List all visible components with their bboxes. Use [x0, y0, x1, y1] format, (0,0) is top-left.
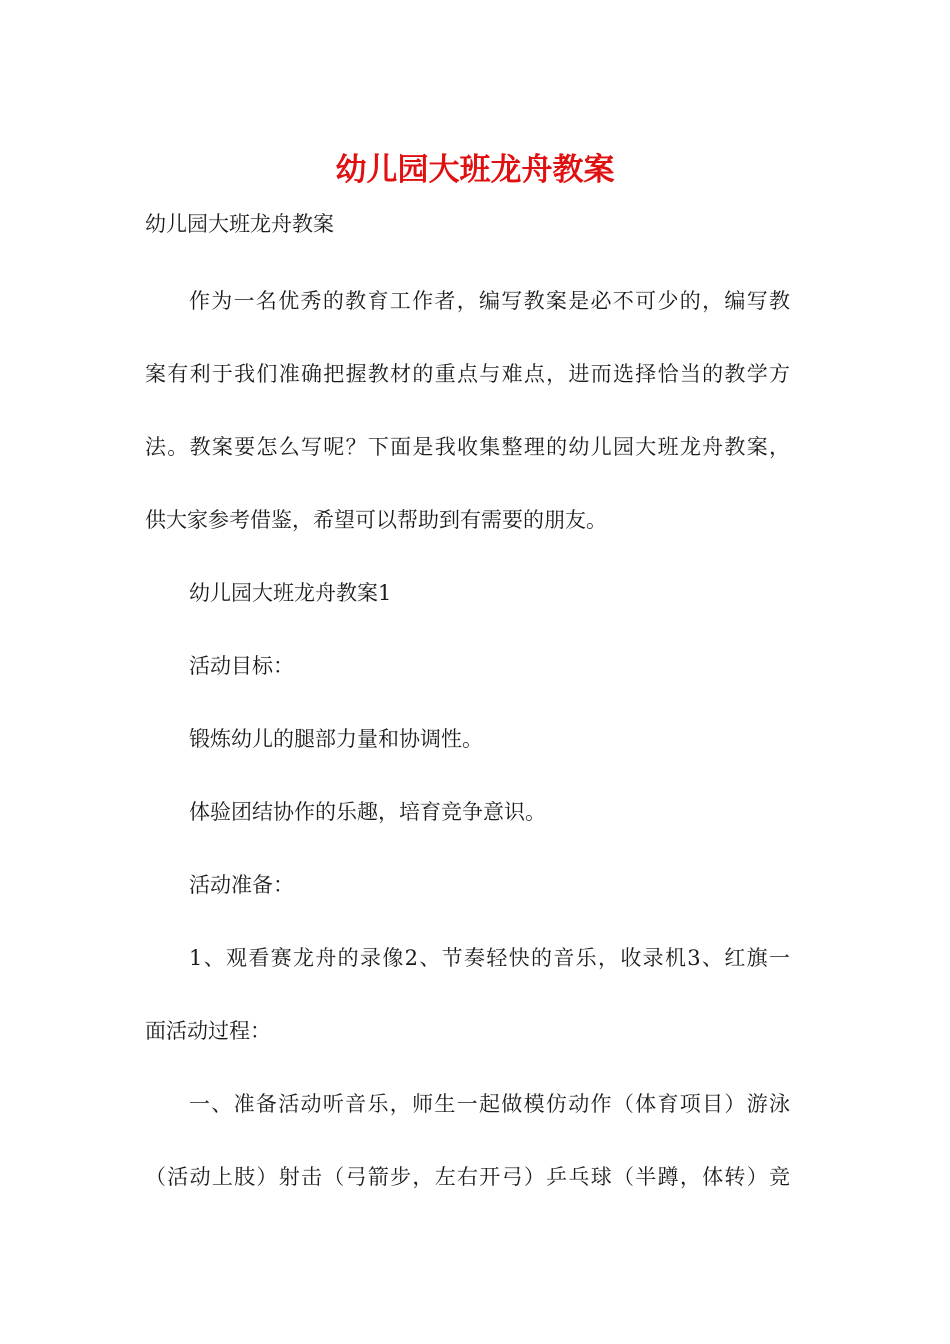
paragraph-line-3: 法。教案要怎么写呢？下面是我收集整理的幼儿园大班龙舟教案， [145, 435, 790, 459]
section-heading: 幼儿园大班龙舟教案1 [189, 581, 392, 605]
preparation-line-2: 面活动过程： [145, 1019, 271, 1043]
activity-goals-heading: 活动目标： [189, 654, 294, 678]
paragraph-line-4: 供大家参考借鉴，希望可以帮助到有需要的朋友。 [145, 508, 607, 532]
process-line-2: （活动上肢）射击（弓箭步，左右开弓）乒乓球（半蹲，体转）竞 [145, 1165, 790, 1189]
paragraph-line-1: 作为一名优秀的教育工作者，编写教案是必不可少的，编写教 [189, 289, 790, 313]
process-line-1: 一、准备活动听音乐，师生一起做模仿动作（体育项目）游泳 [189, 1092, 790, 1116]
document-title: 幼儿园大班龙舟教案 [335, 152, 615, 188]
document-subtitle: 幼儿园大班龙舟教案 [145, 212, 334, 236]
paragraph-line-2: 案有利于我们准确把握教材的重点与难点，进而选择恰当的教学方 [145, 362, 790, 386]
activity-preparation-heading: 活动准备： [189, 873, 294, 897]
goal-item-1: 锻炼幼儿的腿部力量和协调性。 [189, 727, 483, 751]
goal-item-2: 体验团结协作的乐趣，培育竞争意识。 [189, 800, 546, 824]
preparation-line-1: 1、观看赛龙舟的录像2、节奏轻快的音乐，收录机3、红旗一 [189, 946, 790, 970]
